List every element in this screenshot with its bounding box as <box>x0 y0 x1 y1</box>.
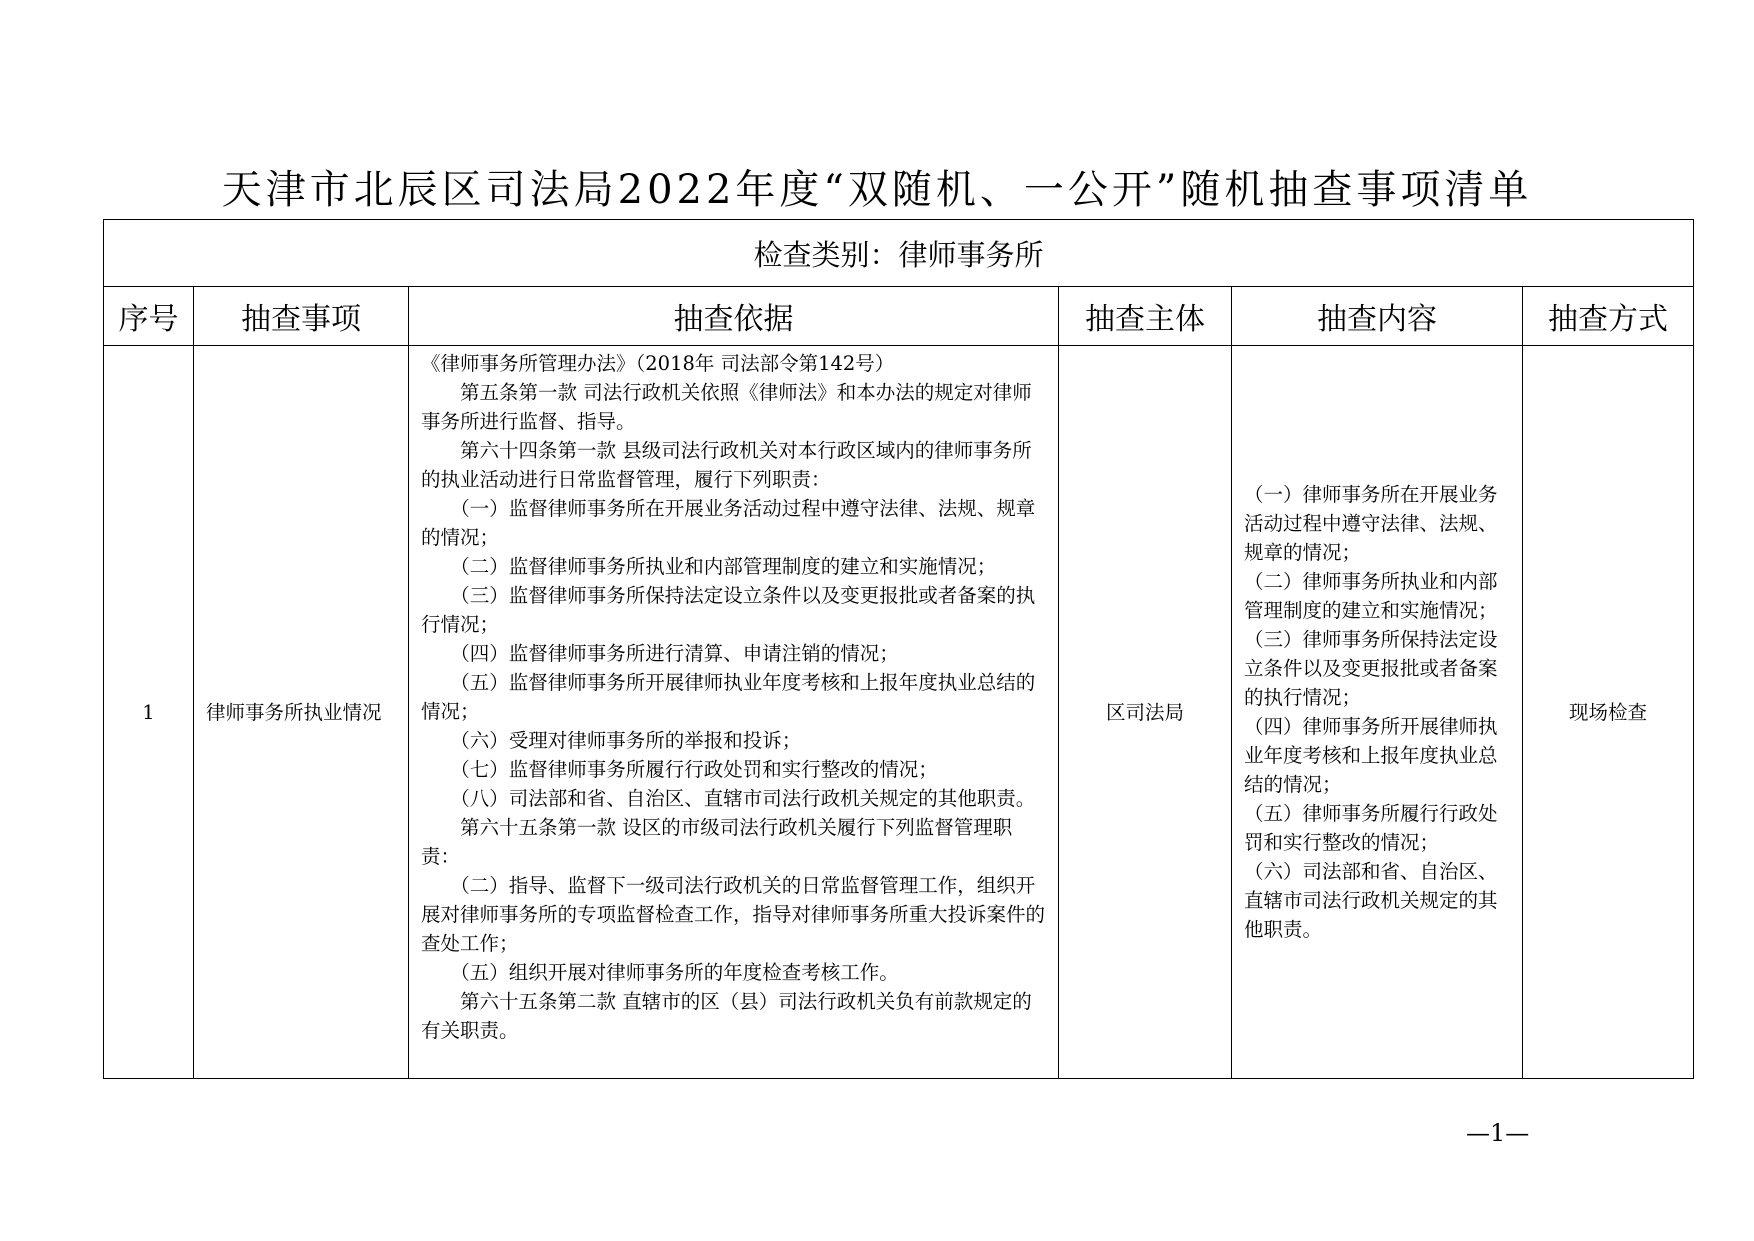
content-line: （六）司法部和省、自治区、直辖市司法行政机关规定的其他职责。 <box>1244 860 1498 941</box>
basis-line: （三）监督律师事务所保持法定设立条件以及变更报批或者备案的执行情况； <box>421 584 1036 636</box>
header-content: 抽查内容 <box>1232 287 1523 346</box>
basis-line: 第六十五条第一款 设区的市级司法行政机关履行下列监督管理职责： <box>421 816 1013 868</box>
row-basis <box>409 346 1059 1079</box>
basis-line: （二）指导、监督下一级司法行政机关的日常监督管理工作，组织开展对律师事务所的专项监督检查工作，指导对律师事务所重大投诉案件的查处工作； <box>421 874 1046 955</box>
header-subject: 抽查主体 <box>1059 287 1232 346</box>
basis-line: 《律师事务所管理办法》（2018年 司法部令第142号） <box>421 352 895 375</box>
row-content <box>1232 346 1523 1079</box>
category-heading: 检查类别：律师事务所 <box>104 220 1694 287</box>
header-method: 抽查方式 <box>1523 287 1694 346</box>
basis-line: （六）受理对律师事务所的举报和投诉； <box>421 729 802 752</box>
basis-line: （四）监督律师事务所进行清算、申请注销的情况； <box>421 642 899 665</box>
row-method: 现场检查 <box>1523 346 1694 1079</box>
inspection-table <box>103 219 1694 1079</box>
table-row <box>104 346 1694 1079</box>
basis-line: （一）监督律师事务所在开展业务活动过程中遵守法律、法规、规章的情况； <box>421 497 1036 549</box>
header-row <box>104 287 1694 346</box>
header-item: 抽查事项 <box>194 287 409 346</box>
content-line: （五）律师事务所履行行政处罚和实行整改的情况； <box>1244 802 1498 854</box>
row-subject: 区司法局 <box>1059 346 1232 1079</box>
basis-line: （五）监督律师事务所开展律师执业年度考核和上报年度执业总结的情况； <box>421 671 1036 723</box>
document-title: 天津市北辰区司法局2022年度“双随机、一公开”随机抽查事项清单 <box>221 167 1533 213</box>
basis-line: （八）司法部和省、自治区、直辖市司法行政机关规定的其他职责。 <box>421 787 1036 810</box>
basis-line: （二）监督律师事务所执业和内部管理制度的建立和实施情况； <box>421 555 997 578</box>
header-no: 序号 <box>104 287 194 346</box>
page-number: —1— <box>1466 1119 1530 1147</box>
content-line: （四）律师事务所开展律师执业年度考核和上报年度执业总结的情况； <box>1244 715 1498 796</box>
basis-line: 第五条第一款 司法行政机关依照《律师法》和本办法的规定对律师事务所进行监督、指导。 <box>421 381 1032 433</box>
basis-line: 第六十四条第一款 县级司法行政机关对本行政区域内的律师事务所的执业活动进行日常监督管理，履行下列职责： <box>421 439 1032 491</box>
header-basis: 抽查依据 <box>409 287 1059 346</box>
content-line: （三）律师事务所保持法定设立条件以及变更报批或者备案的执行情况； <box>1244 628 1498 709</box>
content-line: （一）律师事务所在开展业务活动过程中遵守法律、法规、规章的情况； <box>1244 483 1498 564</box>
row-no: 1 <box>104 346 194 1079</box>
row-item: 律师事务所执业情况 <box>194 346 409 1079</box>
basis-line: 第六十五条第二款 直辖市的区（县）司法行政机关负有前款规定的有关职责。 <box>421 990 1032 1042</box>
basis-line: （五）组织开展对律师事务所的年度检查考核工作。 <box>421 961 899 984</box>
basis-line: （七）监督律师事务所履行行政处罚和实行整改的情况； <box>421 758 938 781</box>
content-line: （二）律师事务所执业和内部管理制度的建立和实施情况； <box>1244 570 1498 622</box>
